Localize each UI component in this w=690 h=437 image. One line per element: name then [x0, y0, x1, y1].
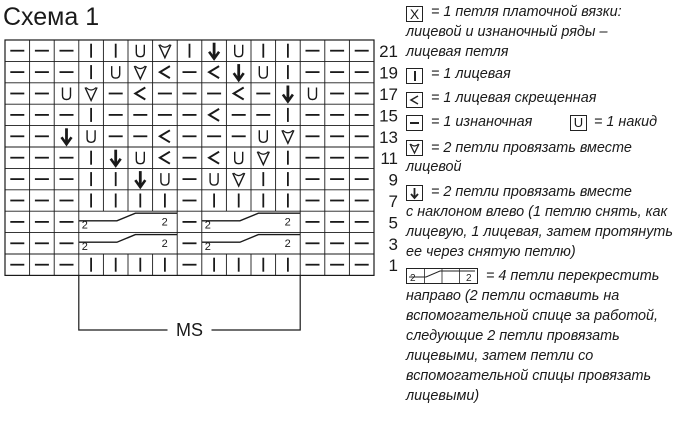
legend-cable-line-2: направо (2 петли оставить на	[406, 288, 620, 304]
cable-digit: 2	[161, 216, 168, 229]
row-number: 17	[379, 85, 398, 104]
yo-symbol-icon: U	[570, 115, 587, 131]
stitch-ssk	[111, 150, 121, 166]
legend-cable-line-3: вспомогательной спице за работой,	[406, 308, 659, 324]
ssk-symbol-icon	[406, 185, 423, 201]
legend-k2tog-line-2: лицевой	[406, 159, 462, 175]
cable-digit: 2	[284, 216, 291, 229]
stitch-yo	[112, 66, 120, 78]
row-number: 15	[379, 106, 398, 126]
legend-garter-line-3: лицевая петля	[406, 44, 509, 60]
stitch-yo	[309, 88, 317, 100]
stitch-tk	[234, 88, 244, 100]
cable-digit: 2	[284, 238, 291, 250]
stitch-yo	[63, 88, 71, 100]
cable-digit: 2	[161, 238, 168, 250]
legend-k2tog-line-1: = 2 петли провязать вместе	[431, 140, 632, 156]
garter-symbol-icon: X	[406, 6, 423, 22]
stitch-yo	[161, 173, 169, 185]
stitch-k2tog	[282, 130, 294, 143]
stitch-k2tog	[134, 66, 146, 79]
legend-ssk-line-1: = 2 петли провязать вместе	[431, 184, 632, 200]
stitch-k2tog	[159, 45, 171, 58]
cable-digit: 2	[81, 219, 88, 232]
legend-garter-line-2: лицевой и изнаночный ряды –	[406, 24, 608, 40]
stitch-yo	[210, 173, 218, 185]
legend-ssk-line-3: лицевую, 1 лицевая, затем протянуть	[406, 224, 673, 240]
stitch-yo	[136, 45, 144, 57]
cable-right	[202, 213, 300, 231]
stitch-k2tog	[85, 88, 97, 101]
legend-cable-line-4: следующие 2 петли провязать	[406, 328, 620, 344]
stitch-ssk	[135, 171, 145, 187]
cable-digit-left: 2	[410, 273, 416, 283]
purl-symbol-icon	[406, 115, 423, 131]
stitch-yo	[235, 152, 243, 164]
legend-garter-line-1: = 1 петля платочной вязки:	[431, 4, 622, 20]
legend-ssk-line-4: ее через снятую петлю)	[406, 244, 576, 260]
cable-digit-right: 2	[466, 273, 472, 283]
stitch-tk	[160, 66, 170, 78]
stitch-k2tog	[257, 152, 269, 165]
stitch-ssk	[234, 64, 244, 80]
k2tog-symbol-icon	[406, 140, 423, 156]
repeat-label: MS	[176, 320, 203, 340]
legend-cable-line-5: лицевыми, затем петли со	[406, 348, 594, 364]
legend	[406, 0, 690, 437]
cable-left	[79, 213, 177, 231]
stitch-tk	[209, 66, 219, 78]
stitch-yo	[259, 66, 267, 78]
row-number: 21	[379, 42, 398, 62]
knit-symbol-icon	[406, 68, 423, 84]
cable-digit: 2	[204, 241, 211, 253]
cable-right	[202, 235, 300, 253]
stitch-tk	[160, 152, 170, 164]
cable-digit: 2	[81, 241, 88, 253]
stitch-k2tog	[233, 173, 245, 186]
row-number: 1	[388, 256, 398, 276]
stitch-yo	[259, 130, 267, 142]
row-number: 9	[388, 170, 398, 190]
stitch-ssk	[209, 43, 219, 59]
cable-symbol-icon	[406, 268, 478, 284]
stitch-yo	[136, 152, 144, 164]
stitch-tk	[209, 109, 219, 121]
stitch-ssk	[283, 86, 293, 102]
row-number: 11	[380, 149, 398, 169]
legend-knit: = 1 лицевая	[431, 66, 511, 82]
stitch-tk	[135, 88, 145, 100]
legend-ssk-line-2: с наклоном влево (1 петлю снять, как	[406, 204, 668, 220]
cable-digit: 2	[204, 219, 211, 232]
twisted-knit-symbol-icon	[406, 92, 423, 108]
legend-cable-line-6: вспомогательной спицы провязать	[406, 368, 652, 384]
cable-left	[79, 235, 177, 253]
row-number: 5	[388, 213, 398, 233]
legend-cable-line-1: = 4 петли перекрестить	[486, 268, 660, 284]
legend-twisted-knit: = 1 лицевая скрещенная	[431, 90, 597, 106]
row-number: 13	[379, 127, 398, 147]
chart-title: Схема 1	[3, 3, 100, 31]
stitch-tk	[160, 130, 170, 142]
row-number: 3	[388, 234, 398, 254]
stitch-yo	[235, 45, 243, 57]
row-number: 19	[379, 63, 398, 83]
stitch-tk	[209, 152, 219, 164]
row-number: 7	[388, 192, 398, 211]
stitch-yo	[87, 130, 95, 142]
legend-cable-line-7: лицевыми)	[406, 388, 480, 404]
legend-purl: = 1 изнаночная	[431, 114, 533, 130]
stitch-ssk	[62, 128, 72, 144]
legend-yo: = 1 накид	[594, 114, 658, 130]
